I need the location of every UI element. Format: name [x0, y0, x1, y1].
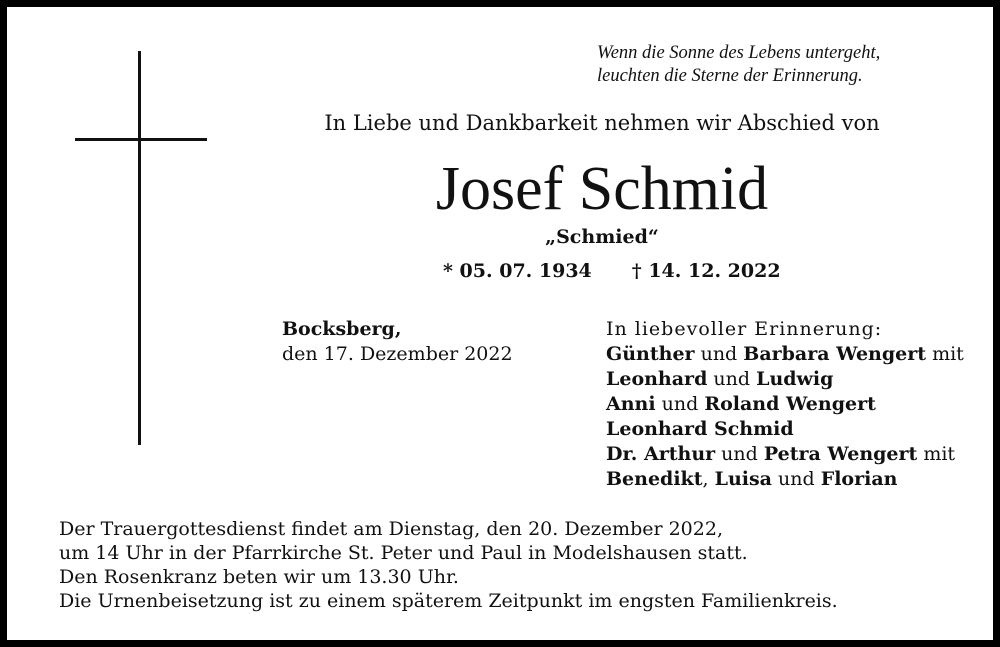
service-info — [59, 517, 838, 613]
connector-text: mit — [926, 343, 964, 365]
intro-text: In Liebe und Dankbarkeit nehmen wir Abschied von — [324, 111, 880, 135]
life-dates — [443, 260, 781, 282]
mourners-list — [606, 317, 964, 492]
connector-text: und — [694, 343, 744, 365]
service-line: um 14 Uhr in der Pfarrkirche St. Peter und Paul in Modelshausen statt. — [59, 542, 748, 564]
mourner-line — [606, 417, 964, 442]
birth-date: * 05. 07. 1934 — [443, 260, 592, 282]
notice-date: den 17. Dezember 2022 — [282, 343, 513, 365]
deceased-nickname: „Schmied“ — [545, 226, 659, 248]
service-line: Die Urnenbeisetzung ist zu einem späterem Zeitpunkt im engsten Familienkreis. — [59, 590, 838, 612]
mourner-name: Barbara Wengert — [743, 343, 927, 365]
mourner-line — [606, 467, 964, 492]
connector-text: mit — [917, 443, 956, 465]
mourner-name: Florian — [820, 468, 898, 490]
mourner-name: Benedikt — [606, 468, 703, 490]
service-line: Der Trauergottesdienst findet am Dienstag, den 20. Dezember 2022, — [59, 518, 723, 540]
mourner-name: Anni — [606, 393, 656, 415]
mourner-line — [606, 342, 964, 367]
mourner-name: Leonhard Schmid — [606, 418, 794, 440]
connector-text: und — [715, 443, 764, 465]
mourner-line — [606, 392, 964, 417]
connector-text: und — [655, 393, 705, 415]
place-town: Bocksberg, — [282, 318, 402, 340]
mourner-name: Leonhard — [606, 368, 708, 390]
deceased-name: Josef Schmid — [435, 155, 769, 223]
mourner-name: Petra Wengert — [763, 443, 918, 465]
motto-line: Wenn die Sonne des Lebens untergeht, — [597, 43, 881, 63]
mourners-heading: In liebevoller Erinnerung: — [606, 318, 883, 340]
mourner-line — [606, 442, 964, 467]
mourner-name: Roland Wengert — [704, 393, 876, 415]
connector-text: , — [702, 468, 715, 490]
connector-text: und — [707, 368, 757, 390]
death-date: † 14. 12. 2022 — [631, 260, 781, 282]
connector-text: und — [772, 468, 821, 490]
mourner-name: Dr. Arthur — [606, 443, 716, 465]
cross-icon-horizontal-bar — [75, 138, 207, 141]
service-line: Den Rosenkranz beten wir um 13.30 Uhr. — [59, 566, 459, 588]
place-date — [282, 317, 513, 367]
mourner-line — [606, 367, 964, 392]
motto-quote — [597, 42, 927, 88]
mourner-name: Luisa — [714, 468, 772, 490]
mourner-name: Ludwig — [756, 368, 834, 390]
motto-line: leuchten die Sterne der Erinnerung. — [597, 66, 863, 86]
mourner-name: Günther — [606, 343, 695, 365]
